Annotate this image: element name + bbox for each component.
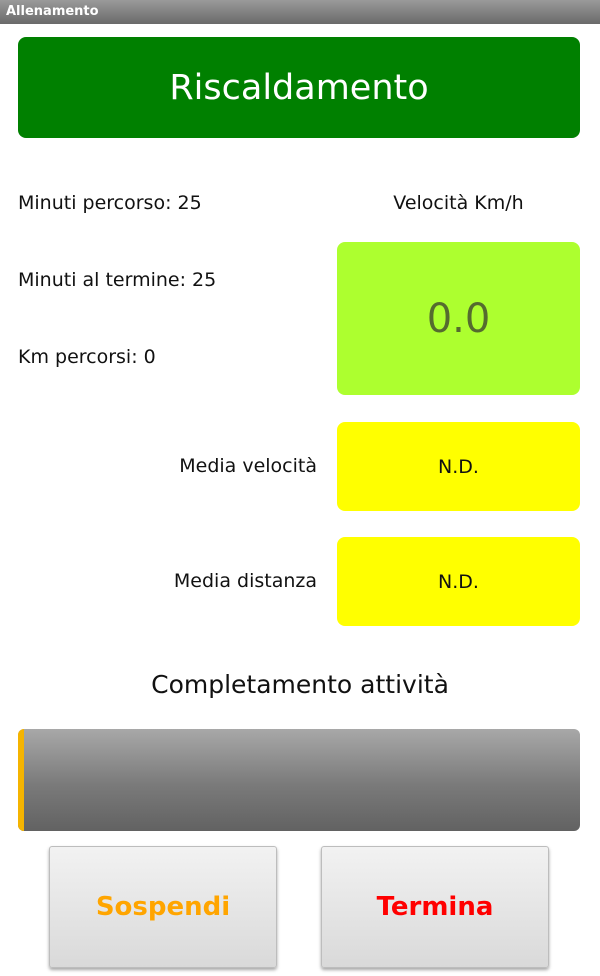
average-speed-value: N.D. [438,455,479,478]
suspend-button[interactable] [49,846,277,968]
minutes-done-stat: Minuti percorso: 25 [18,192,202,214]
average-distance-label: Media distanza [173,570,317,592]
phase-label: Riscaldamento [169,67,429,108]
window-title: Allenamento [6,4,99,19]
completion-progress-bar [18,729,580,831]
phase-banner [18,37,580,138]
km-done-stat: Km percorsi: 0 [18,346,156,368]
window-title-bar [0,0,600,24]
speed-value: 0.0 [426,295,491,342]
end-button-label: Termina [376,892,494,922]
speed-display [337,242,580,395]
completion-title: Completamento attività [151,670,449,699]
end-button[interactable] [321,846,549,968]
minutes-remaining-stat: Minuti al termine: 25 [18,269,217,291]
completion-progress-fill [18,729,24,831]
average-speed-label: Media velocità [179,455,317,477]
average-distance-value: N.D. [438,570,479,593]
speed-label: Velocità Km/h [393,192,524,214]
average-distance-display [337,537,580,626]
average-speed-display [337,422,580,511]
suspend-button-label: Sospendi [95,892,231,922]
